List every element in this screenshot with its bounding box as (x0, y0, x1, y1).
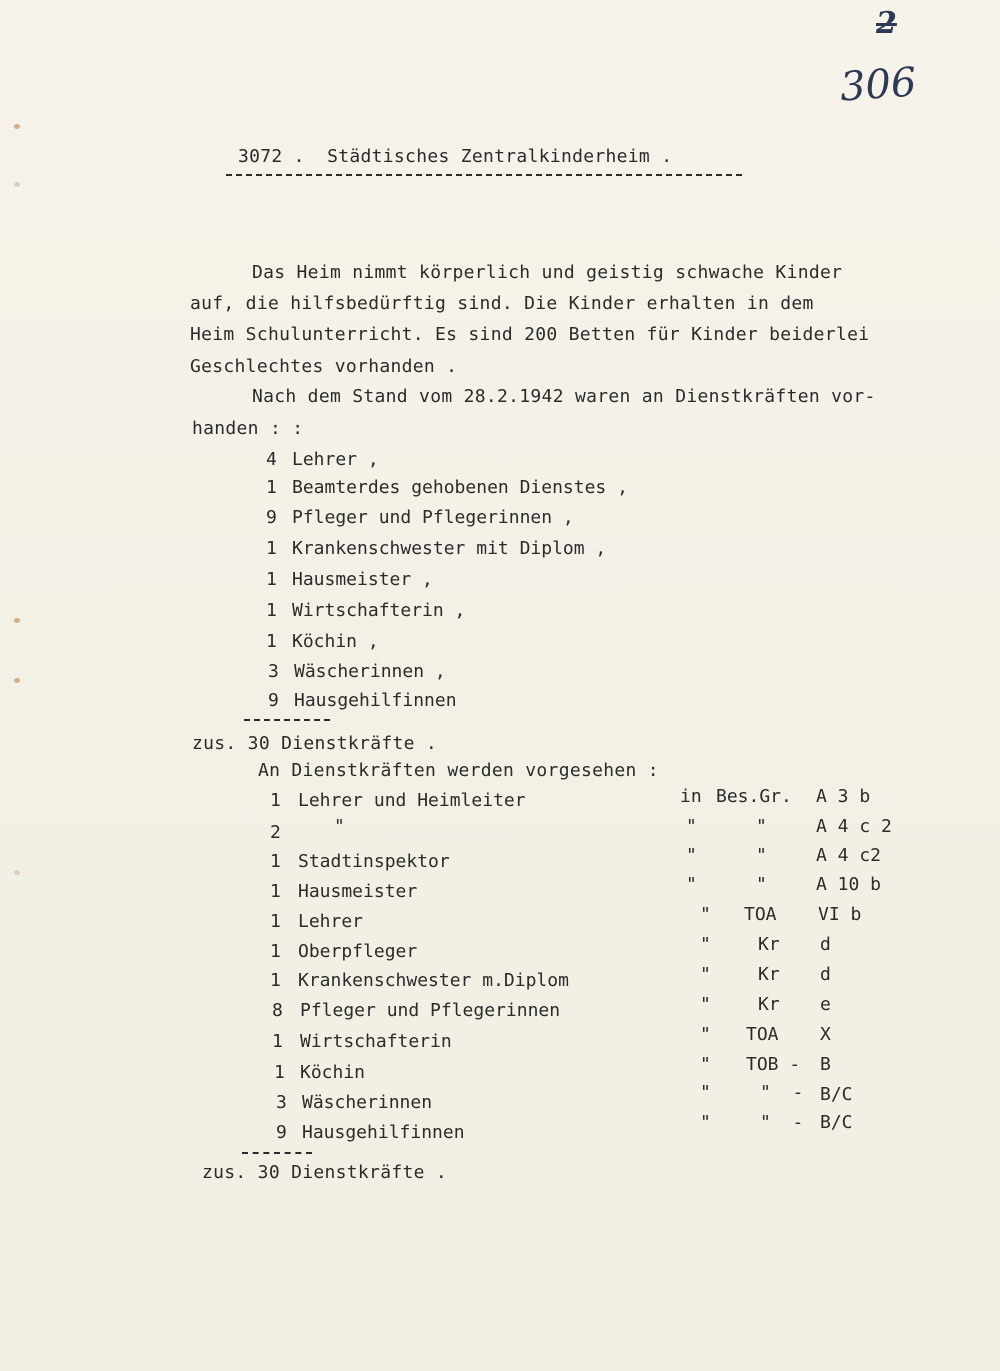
planned-col3: d (820, 934, 831, 955)
status-intro-line: Nach dem Stand vom 28.2.1942 waren an Dienstkräften vor- (252, 386, 876, 407)
paragraph-line: auf, die hilfsbedürftig sind. Die Kinder erhalten in dem (190, 293, 814, 314)
planned-role: Wirtschafterin (300, 1031, 452, 1052)
planned-col1: " (700, 1054, 711, 1075)
planned-role: Pfleger und Pflegerinnen (300, 1000, 561, 1021)
planned-col2: TOB - (746, 1054, 801, 1075)
sum-rule (242, 1152, 312, 1154)
planned-total: zus. 30 Dienstkräfte . (202, 1162, 448, 1183)
planned-col1: " (700, 1112, 711, 1133)
planned-col3: A 10 b (816, 874, 882, 895)
planned-role: Wäscherinnen (302, 1092, 433, 1113)
edge-mark (14, 678, 20, 683)
planned-count: 1 (270, 881, 281, 902)
planned-col1: " (700, 934, 711, 955)
planned-col3: A 4 c 2 (816, 816, 892, 837)
edge-mark (14, 618, 20, 623)
staff-role: Wirtschafterin , (292, 600, 466, 621)
staff-role: Lehrer , (292, 449, 379, 470)
planned-col2: " (756, 845, 767, 866)
planned-role: Lehrer und Heimleiter (298, 790, 526, 811)
planned-col1: " (700, 1082, 711, 1103)
planned-count: 1 (270, 851, 281, 872)
edge-mark (14, 182, 20, 187)
planned-col3: e (820, 994, 831, 1015)
planned-role: Hausmeister (298, 881, 418, 902)
staff-role: Wäscherinnen , (294, 661, 446, 682)
planned-col2: Kr (758, 994, 780, 1015)
planned-col1: " (700, 994, 711, 1015)
title-underline (226, 174, 742, 176)
planned-col2: " - (760, 1082, 804, 1103)
staff-role: Hausgehilfinnen (294, 690, 457, 711)
planned-role: " (334, 816, 345, 837)
planned-role: Stadtinspektor (298, 851, 450, 872)
planned-col1: " (700, 904, 711, 925)
planned-role: Lehrer (298, 911, 364, 932)
planned-col3: B/C (820, 1112, 853, 1133)
status-intro-line: handen : : (192, 418, 304, 439)
staff-count: 3 (268, 661, 279, 682)
planned-role: Krankenschwester m.Diplom (298, 970, 569, 991)
planned-col3: A 3 b (816, 786, 871, 807)
planned-count: 3 (276, 1092, 287, 1113)
planned-count: 1 (272, 1031, 283, 1052)
planned-col3: B/C (820, 1084, 853, 1105)
planned-col2: Kr (758, 934, 780, 955)
planned-col2: TOA (744, 904, 777, 925)
planned-col2: TOA (746, 1024, 779, 1045)
planned-col2: " - (760, 1112, 804, 1133)
planned-col1: " (700, 1024, 711, 1045)
staff-role: Krankenschwester mit Diplom , (292, 538, 607, 559)
paragraph-line: Heim Schulunterricht. Es sind 200 Betten für Kinder beiderlei (190, 324, 870, 345)
staff-count: 1 (266, 600, 277, 621)
planned-count: 2 (270, 822, 281, 843)
staff-count: 9 (268, 690, 279, 711)
staff-count: 1 (266, 477, 277, 498)
edge-mark (14, 870, 20, 875)
staff-role: Hausmeister , (292, 569, 433, 590)
edge-mark (14, 124, 20, 129)
handwritten-page-number: 306 (838, 59, 918, 111)
paragraph-line: Das Heim nimmt körperlich und geistig schwache Kinder (252, 262, 843, 283)
document-title: 3072 . Städtisches Zentralkinderheim . (238, 146, 673, 167)
current-total: zus. 30 Dienstkräfte . (192, 733, 438, 754)
planned-count: 1 (270, 911, 281, 932)
planned-col2: " (756, 816, 767, 837)
planned-intro: An Dienstkräften werden vorgesehen : (258, 760, 659, 781)
paragraph-line: Geschlechtes vorhanden . (190, 356, 458, 377)
planned-count: 8 (272, 1000, 283, 1021)
planned-role: Köchin (300, 1062, 366, 1083)
planned-col3: X (820, 1024, 831, 1045)
planned-col1: " (686, 845, 697, 866)
planned-role: Oberpfleger (298, 941, 418, 962)
planned-count: 1 (270, 941, 281, 962)
planned-role: Hausgehilfinnen (302, 1122, 465, 1143)
planned-col2: " (756, 874, 767, 895)
staff-count: 1 (266, 569, 277, 590)
staff-count: 1 (266, 631, 277, 652)
planned-col3: A 4 c2 (816, 845, 882, 866)
handwritten-mark: 2 (876, 6, 897, 41)
staff-count: 4 (266, 449, 277, 470)
planned-col2: Bes.Gr. (716, 786, 792, 807)
planned-col3: VI b (818, 904, 862, 925)
planned-col2: Kr (758, 964, 780, 985)
planned-count: 1 (274, 1062, 285, 1083)
planned-count: 1 (270, 790, 281, 811)
staff-count: 9 (266, 507, 277, 528)
planned-col3: B (820, 1054, 831, 1075)
staff-count: 1 (266, 538, 277, 559)
planned-col1: " (686, 874, 697, 895)
staff-role: Pfleger und Pflegerinnen , (292, 507, 574, 528)
sum-rule (244, 719, 330, 721)
planned-count: 9 (276, 1122, 287, 1143)
staff-role: Beamterdes gehobenen Dienstes , (292, 477, 628, 498)
planned-col1: " (700, 964, 711, 985)
planned-count: 1 (270, 970, 281, 991)
staff-role: Köchin , (292, 631, 379, 652)
planned-col3: d (820, 964, 831, 985)
planned-col1: in (680, 786, 702, 807)
planned-col1: " (686, 816, 697, 837)
